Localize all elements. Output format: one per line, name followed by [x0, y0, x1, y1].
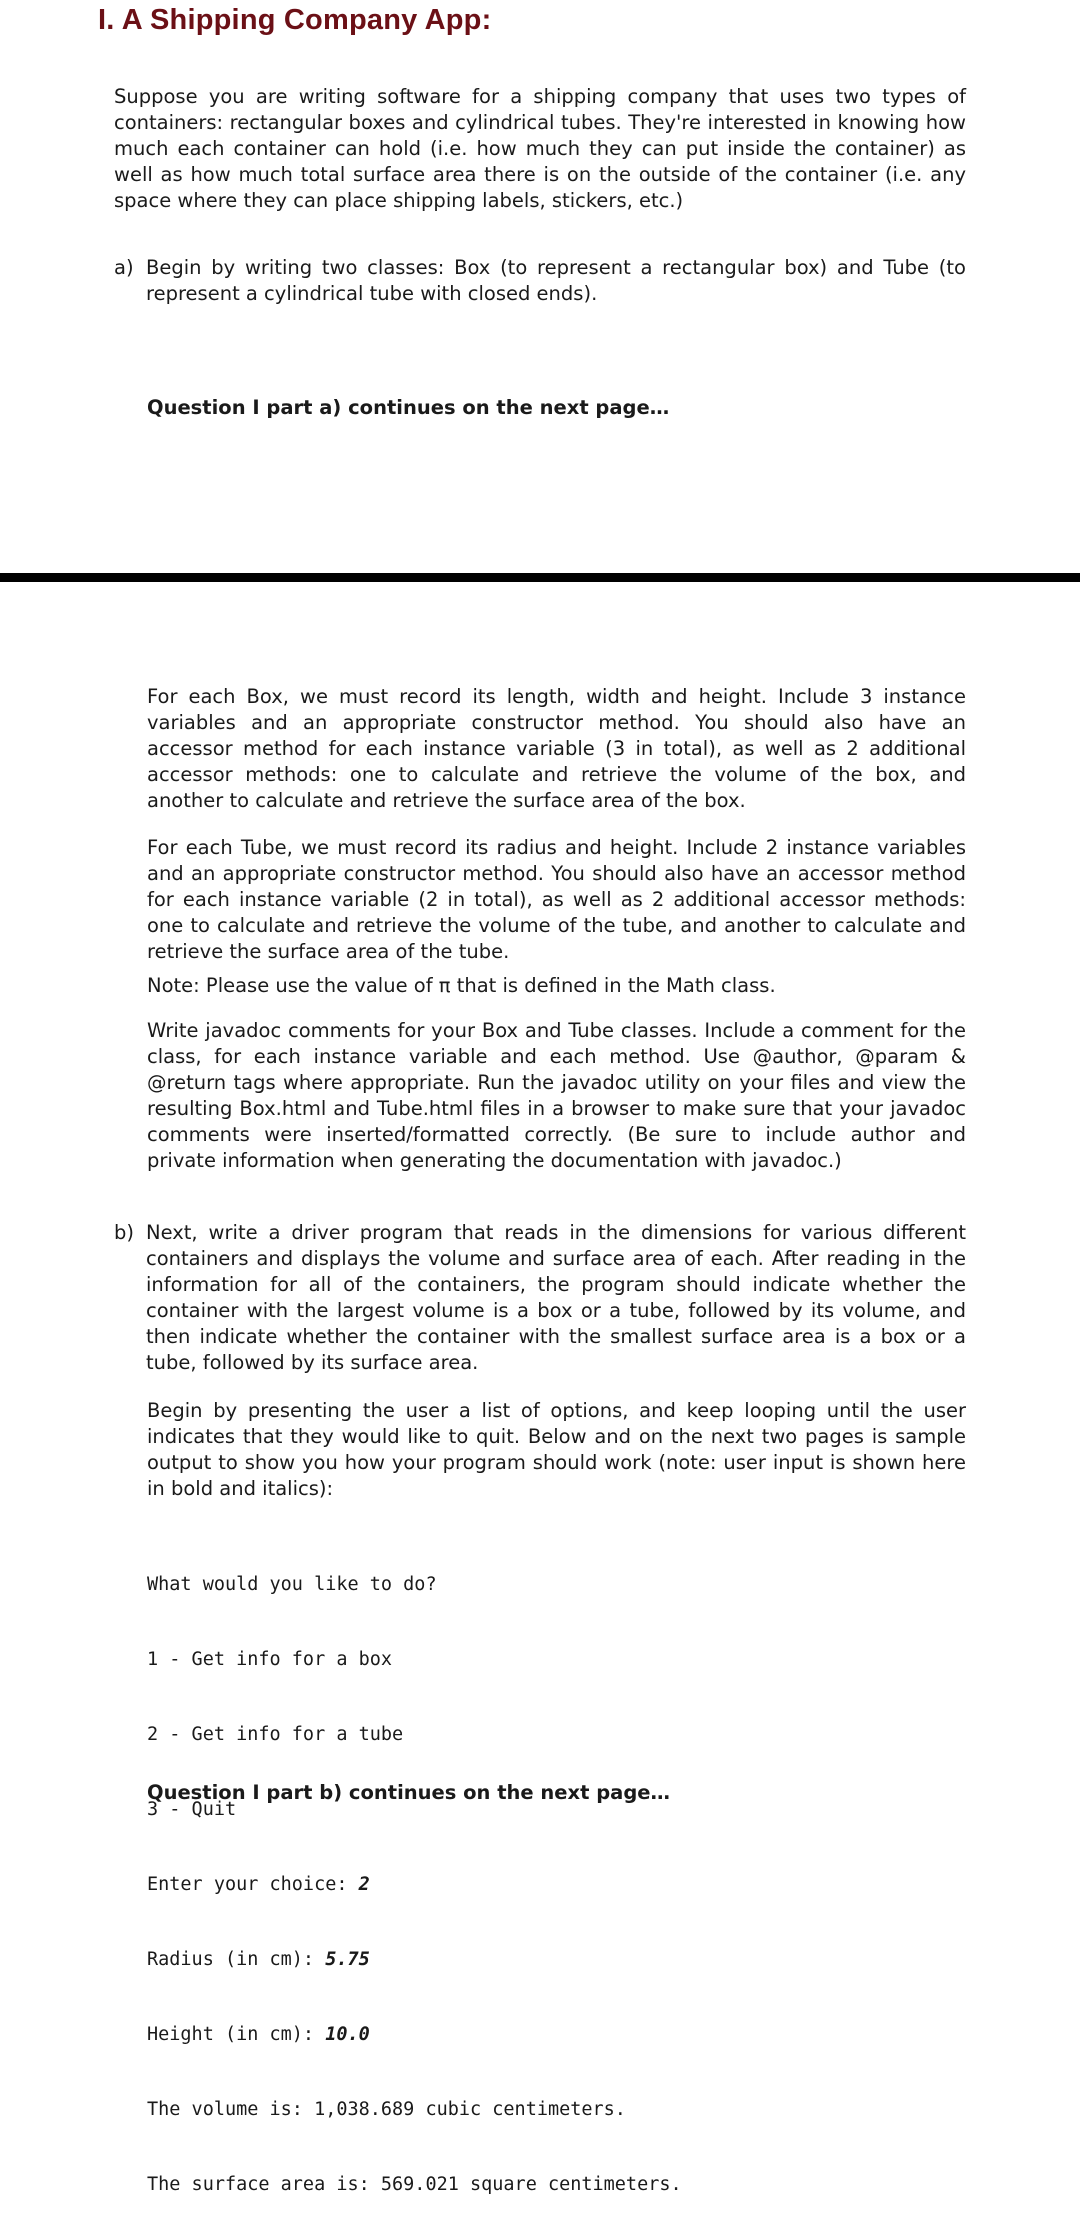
part-a-item	[114, 255, 966, 307]
sample-output	[147, 1522, 682, 2222]
part-b-item	[114, 1220, 966, 1376]
tube-paragraph: For each Tube, we must record its radius and height. Include 2 instance variables and an appropriate constructor method. You should also have an accessor method for each instance variable (2 in total), as well as 2 additional accessor methods: one to calculate and retrieve the volume of the tube, and another to calculate and retrieve the surface area of the tube.	[147, 836, 966, 963]
output-prompt: What would you like to do?	[147, 1574, 437, 1595]
radius-input: 5.75	[325, 1949, 370, 1970]
part-a-text: Begin by writing two classes: Box (to represent a rectangular box) and Tube (to represent a cylindrical tube with closed ends).	[146, 256, 966, 305]
part-b-text: Next, write a driver program that reads in the dimensions for various different containers and displays the volume and surface area of each. After reading in the information for all of the containers, the program should indicate whether the container with the largest volume is a box or a tube, followed by its volume, and then indicate whether the container with the smallest surface area is a box or a tube, followed by its surface area.	[146, 1221, 966, 1374]
height-input: 10.0	[325, 2024, 370, 2045]
output-volume-line: The volume is: 1,038.689 cubic centimeters.	[147, 2099, 626, 2120]
choice-label: Enter your choice:	[147, 1874, 359, 1895]
output-option-2: 2 - Get info for a tube	[147, 1724, 404, 1745]
continue-note-a: Question I part a) continues on the next page…	[147, 396, 670, 419]
begin-paragraph: Begin by presenting the user a list of options, and keep looping until the user indicates that they would like to quit. Below and on the next two pages is sample output to show you how your program should work (note: user input is shown here in bold and italics):	[147, 1399, 966, 1500]
height-label: Height (in cm):	[147, 2024, 326, 2045]
output-height-line	[147, 2022, 682, 2047]
choice-input: 2	[358, 1874, 370, 1895]
part-b-label: b)	[114, 1221, 134, 1244]
radius-label: Radius (in cm):	[147, 1949, 326, 1970]
intro-paragraph: Suppose you are writing software for a shipping company that uses two types of containers: rectangular boxes and cylindrical tubes. They're interested in knowing how much each container can hold (i.e. how much they can put inside the container) as well as how much total surface area there is on the outside of the container (i.e. any space where they can place shipping labels, stickers, etc.)	[114, 85, 966, 212]
page-title: I. A Shipping Company App:	[98, 4, 492, 36]
output-option-3: 3 - Quit	[147, 1799, 237, 1820]
output-option-1: 1 - Get info for a box	[147, 1649, 393, 1670]
continue-note-b: Question I part b) continues on the next page…	[147, 1781, 671, 1804]
output-surface-line: The surface area is: 569.021 square centimeters.	[147, 2174, 682, 2195]
output-choice-line	[147, 1872, 682, 1897]
pi-note: Note: Please use the value of π that is defined in the Math class.	[147, 974, 776, 997]
part-a-label: a)	[114, 256, 134, 279]
javadoc-paragraph: Write javadoc comments for your Box and Tube classes. Include a comment for the class, for each instance variable and each method. Use @author, @param & @return tags where appropriate. Run the javadoc utility on your files and view the resulting Box.html and Tube.html files in a browser to make sure that your javadoc comments were inserted/formatted correctly. (Be sure to include author and private information when generating the documentation with javadoc.)	[147, 1019, 966, 1172]
output-radius-line	[147, 1947, 682, 1972]
box-paragraph: For each Box, we must record its length, width and height. Include 3 instance variables and an appropriate constructor method. You should also have an accessor method for each instance variable (3 in total), as well as 2 additional accessor methods: one to calculate and retrieve the volume of the box, and another to calculate and retrieve the surface area of the box.	[147, 685, 966, 812]
page-divider	[0, 573, 1080, 582]
